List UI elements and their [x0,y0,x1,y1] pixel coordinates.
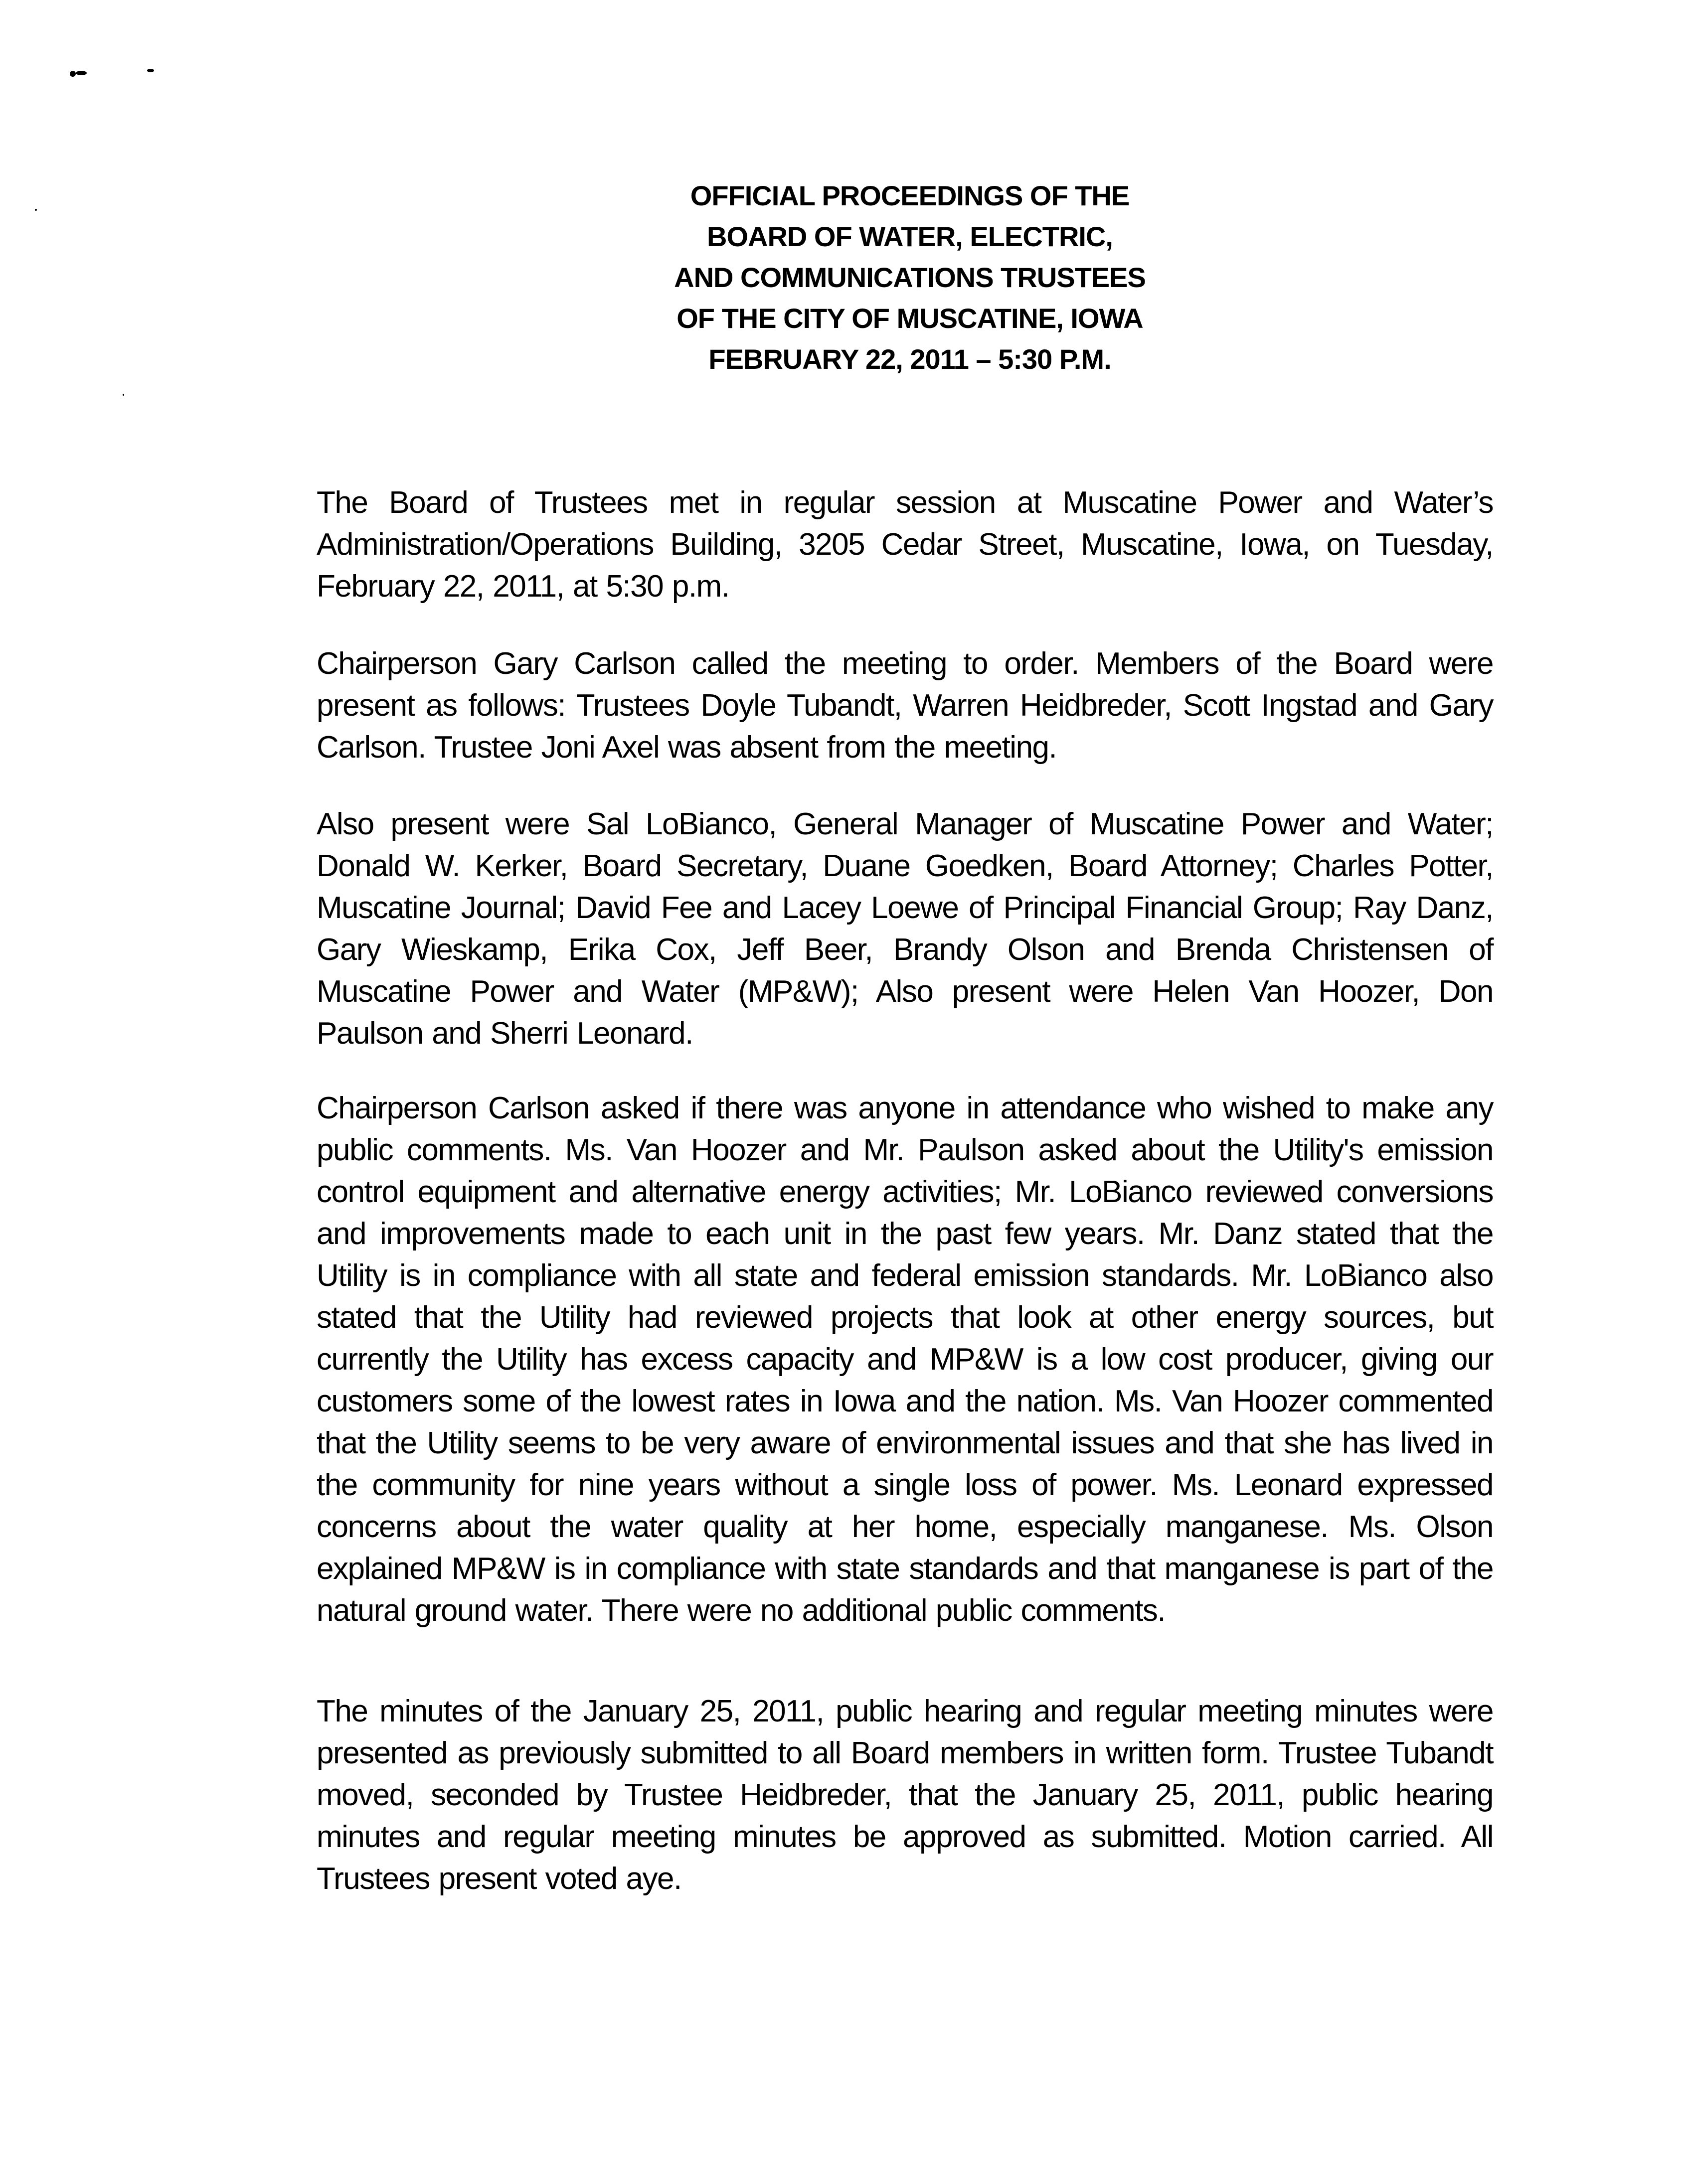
scan-speck [147,69,154,72]
paragraph-meeting-location: The Board of Trustees met in regular session at Muscatine Power and Water’s Administration/Operations Building, 3205 Cedar Street, Muscatine, Iowa, on Tuesday, February 22, 2011, at 5:30 p.m. [317,485,1493,604]
title-line: AND COMMUNICATIONS TRUSTEES [674,262,1146,293]
paragraph-minutes-approval: The minutes of the January 25, 2011, public hearing and regular meeting minutes were presented as previously submitted to all Board members in written form. Trustee Tubandt moved, seconded by Trustee Heidbreder, that the January 25, 2011, public hearing minutes and regular meeting minutes be approved as submitted. Motion carried. All Trustees present voted aye. [317,1694,1493,1896]
title-line: OF THE CITY OF MUSCATINE, IOWA [676,303,1143,334]
scan-speck [76,71,87,75]
scan-speck [70,71,76,77]
paragraph-call-to-order: Chairperson Gary Carlson called the meeting to order. Members of the Board were present as follows: Trustees Doyle Tubandt, Warren Heidbreder, Scott Ingstad and Gary Carlson. Trustee Joni Axel was absent from the meeting. [317,646,1493,765]
title-line: OFFICIAL PROCEEDINGS OF THE [690,180,1130,211]
title-date-line: FEBRUARY 22, 2011 – 5:30 P.M. [708,343,1111,375]
paragraph-public-comments: Chairperson Carlson asked if there was anyone in attendance who wished to make any public comments. Ms. Van Hoozer and Mr. Paulson asked about the Utility's emission control equipment and alternative energy activities; Mr. LoBianco reviewed conversions and improvements made to each unit in the past few years. Mr. Danz stated that the Utility is in compliance with all state and federal emission standards. Mr. LoBianco also stated that the Utility had reviewed projects that look at other energy sources, but currently the Utility has excess capacity and MP&W is a low cost producer, giving our customers some of the lowest rates in Iowa and the nation. Ms. Van Hoozer commented that the Utility seems to be very aware of environmental issues and that she has lived in the community for nine years without a single loss of power. Ms. Leonard expressed concerns about the water quality at her home, especially manganese. Ms. Olson explained MP&W is in compliance with state standards and that manganese is part of the natural ground water. There were no additional public comments. [317,1091,1493,1628]
title-line: BOARD OF WATER, ELECTRIC, [707,221,1113,252]
document-title [561,175,1259,380]
scan-speck [35,209,37,211]
scan-speck [123,394,124,396]
paragraph-also-present: Also present were Sal LoBianco, General Manager of Muscatine Power and Water; Donald W. Kerker, Board Secretary, Duane Goedken, Board Attorney; Charles Potter, Muscatine Journal; David Fee and Lacey Loewe of Principal Financial Group; Ray Danz, Gary Wieskamp, Erika Cox, Jeff Beer, Brandy Olson and Brenda Christensen of Muscatine Power and Water (MP&W); Also present were Helen Van Hoozer, Don Paulson and Sherri Leonard. [317,807,1493,1051]
